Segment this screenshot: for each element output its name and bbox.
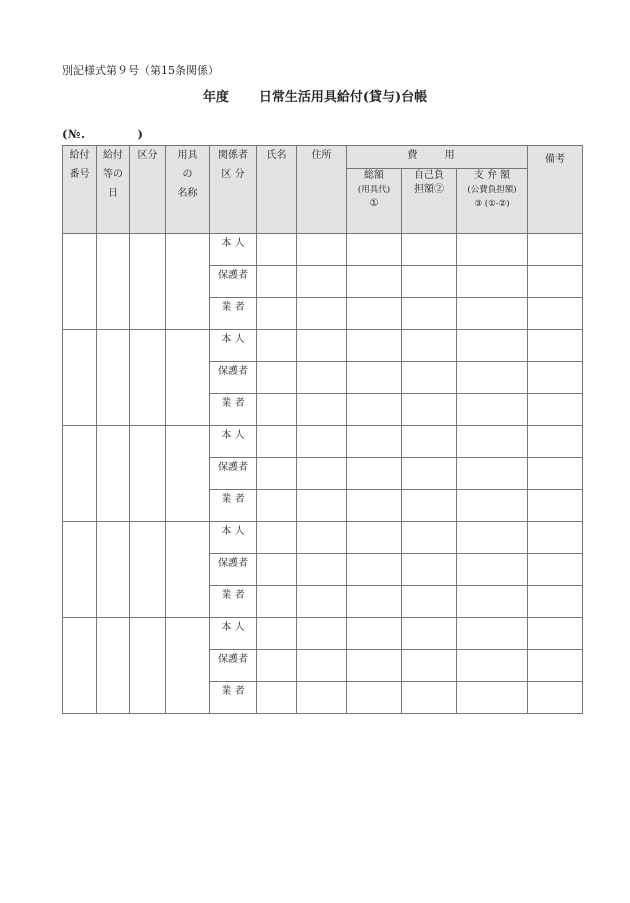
cell-jiko-futan[interactable] [402,618,457,650]
cell-role: 本 人 [210,618,257,650]
cell-kyufu-hi[interactable] [97,330,130,426]
cell-sogaku[interactable] [347,490,402,522]
cell-role: 業 者 [210,298,257,330]
cell-kyufu-hi[interactable] [97,522,130,618]
cell-kubun[interactable] [130,522,166,618]
header-kyufu-bango: 給付 番号 [63,146,97,234]
cell-biko[interactable] [528,266,583,298]
header-shiben-gaku: 支 弁 額 (公費負担額) ③ (①-②) [457,169,528,234]
cell-biko[interactable] [528,458,583,490]
cell-jusho[interactable] [297,522,347,554]
cell-jiko-futan[interactable] [402,234,457,266]
cell-shimei[interactable] [257,490,297,522]
cell-jiko-futan[interactable] [402,298,457,330]
table-row [63,522,583,554]
cell-sogaku[interactable] [347,426,402,458]
table-row [63,426,583,458]
cell-shimei[interactable] [257,394,297,426]
cell-kyufu-hi[interactable] [97,618,130,714]
cell-shimei[interactable] [257,330,297,362]
cell-sogaku[interactable] [347,650,402,682]
cell-biko[interactable] [528,586,583,618]
cell-shimei[interactable] [257,298,297,330]
cell-jusho[interactable] [297,298,347,330]
cell-kyufu-hi[interactable] [97,234,130,330]
header-yogu-meisho: 用具 の 名称 [166,146,210,234]
cell-role: 業 者 [210,490,257,522]
cell-shiben-gaku[interactable] [457,650,528,682]
cell-shiben-gaku[interactable] [457,330,528,362]
header-kubun: 区分 [130,146,166,234]
cell-kyufu-bango[interactable] [63,330,97,426]
cell-biko[interactable] [528,650,583,682]
cell-jiko-futan[interactable] [402,330,457,362]
cell-shimei[interactable] [257,554,297,586]
cell-shiben-gaku[interactable] [457,266,528,298]
cell-role: 本 人 [210,426,257,458]
cell-sogaku[interactable] [347,394,402,426]
cell-sogaku[interactable] [347,458,402,490]
cell-shiben-gaku[interactable] [457,458,528,490]
cell-sogaku[interactable] [347,330,402,362]
cell-shimei[interactable] [257,234,297,266]
cell-yogu-meisho[interactable] [166,234,210,330]
cell-role: 業 者 [210,682,257,714]
header-sogaku: 総額 (用具代) ① [347,169,402,234]
cell-biko[interactable] [528,618,583,650]
cell-kubun[interactable] [130,426,166,522]
ledger-body [63,234,583,714]
cell-shiben-gaku[interactable] [457,586,528,618]
cell-shimei[interactable] [257,586,297,618]
cell-shimei[interactable] [257,458,297,490]
cell-jusho[interactable] [297,426,347,458]
cell-biko[interactable] [528,362,583,394]
cell-biko[interactable] [528,490,583,522]
cell-biko[interactable] [528,234,583,266]
cell-jiko-futan[interactable] [402,426,457,458]
cell-sogaku[interactable] [347,362,402,394]
cell-shimei[interactable] [257,266,297,298]
cell-shimei[interactable] [257,650,297,682]
cell-sogaku[interactable] [347,234,402,266]
table-row [63,618,583,650]
cell-shiben-gaku[interactable] [457,362,528,394]
cell-sogaku[interactable] [347,618,402,650]
header-jiko-futan: 自己負 担額② [402,169,457,234]
cell-jusho[interactable] [297,362,347,394]
cell-kubun[interactable] [130,234,166,330]
cell-shiben-gaku[interactable] [457,682,528,714]
cell-shiben-gaku[interactable] [457,394,528,426]
cell-sogaku[interactable] [347,522,402,554]
cell-jusho[interactable] [297,650,347,682]
cell-shimei[interactable] [257,426,297,458]
cell-jiko-futan[interactable] [402,266,457,298]
cell-role: 保護者 [210,650,257,682]
cell-role: 本 人 [210,330,257,362]
cell-jusho[interactable] [297,618,347,650]
cell-jusho[interactable] [297,682,347,714]
cell-shimei[interactable] [257,618,297,650]
cell-jusho[interactable] [297,234,347,266]
cell-sogaku[interactable] [347,586,402,618]
cell-role: 本 人 [210,234,257,266]
cell-shiben-gaku[interactable] [457,490,528,522]
cell-biko[interactable] [528,522,583,554]
cell-jiko-futan[interactable] [402,650,457,682]
ledger-title [0,86,630,105]
cell-role: 業 者 [210,586,257,618]
cell-biko[interactable] [528,682,583,714]
cell-kyufu-bango[interactable] [63,522,97,618]
title-year: 年度 [202,90,229,105]
cell-sogaku[interactable] [347,298,402,330]
cell-kubun[interactable] [130,330,166,426]
cell-shimei[interactable] [257,682,297,714]
cell-yogu-meisho[interactable] [166,330,210,426]
cell-jusho[interactable] [297,266,347,298]
table-row [63,234,583,266]
ledger-table [62,145,583,714]
cell-shiben-gaku[interactable] [457,554,528,586]
cell-role: 業 者 [210,394,257,426]
cell-jusho[interactable] [297,586,347,618]
cell-jiko-futan[interactable] [402,458,457,490]
cell-biko[interactable] [528,298,583,330]
cell-biko[interactable] [528,554,583,586]
cell-sogaku[interactable] [347,682,402,714]
cell-sogaku[interactable] [347,554,402,586]
header-biko: 備考 [528,146,583,234]
cell-kyufu-bango[interactable] [63,618,97,714]
cell-yogu-meisho[interactable] [166,426,210,522]
cell-jusho[interactable] [297,330,347,362]
cell-shiben-gaku[interactable] [457,522,528,554]
cell-jiko-futan[interactable] [402,522,457,554]
cell-jusho[interactable] [297,458,347,490]
cell-role: 保護者 [210,554,257,586]
cell-shimei[interactable] [257,522,297,554]
cell-jusho[interactable] [297,490,347,522]
ledger-number-open: (№. [62,127,86,141]
cell-jiko-futan[interactable] [402,586,457,618]
ledger-number-close: ) [137,127,144,141]
table-row [63,330,583,362]
cell-kyufu-bango[interactable] [63,234,97,330]
header-jusho: 住所 [297,146,347,234]
cell-jiko-futan[interactable] [402,394,457,426]
cell-shiben-gaku[interactable] [457,298,528,330]
cell-role: 本 人 [210,522,257,554]
cell-kyufu-bango[interactable] [63,426,97,522]
cell-jiko-futan[interactable] [402,490,457,522]
header-kankeisha-kubun: 関係者 区 分 [210,146,257,234]
form-reference: 別記様式第９号（第15条関係） [62,64,219,77]
cell-biko[interactable] [528,330,583,362]
header-hiyo: 費 用 [347,146,528,169]
cell-role: 保護者 [210,458,257,490]
cell-role: 保護者 [210,266,257,298]
cell-sogaku[interactable] [347,266,402,298]
cell-role: 保護者 [210,362,257,394]
cell-jusho[interactable] [297,554,347,586]
cell-jusho[interactable] [297,394,347,426]
cell-biko[interactable] [528,426,583,458]
cell-jiko-futan[interactable] [402,362,457,394]
cell-shiben-gaku[interactable] [457,426,528,458]
cell-kubun[interactable] [130,618,166,714]
title-main: 日常生活用具給付(貸与)台帳 [258,90,428,105]
cell-jiko-futan[interactable] [402,682,457,714]
header-shimei: 氏名 [257,146,297,234]
cell-kyufu-hi[interactable] [97,426,130,522]
cell-yogu-meisho[interactable] [166,522,210,618]
cell-shiben-gaku[interactable] [457,618,528,650]
cell-biko[interactable] [528,394,583,426]
cell-shimei[interactable] [257,362,297,394]
header-kyufu-hi: 給付 等の 日 [97,146,130,234]
cell-shiben-gaku[interactable] [457,234,528,266]
ledger-number [62,127,143,141]
cell-jiko-futan[interactable] [402,554,457,586]
cell-yogu-meisho[interactable] [166,618,210,714]
